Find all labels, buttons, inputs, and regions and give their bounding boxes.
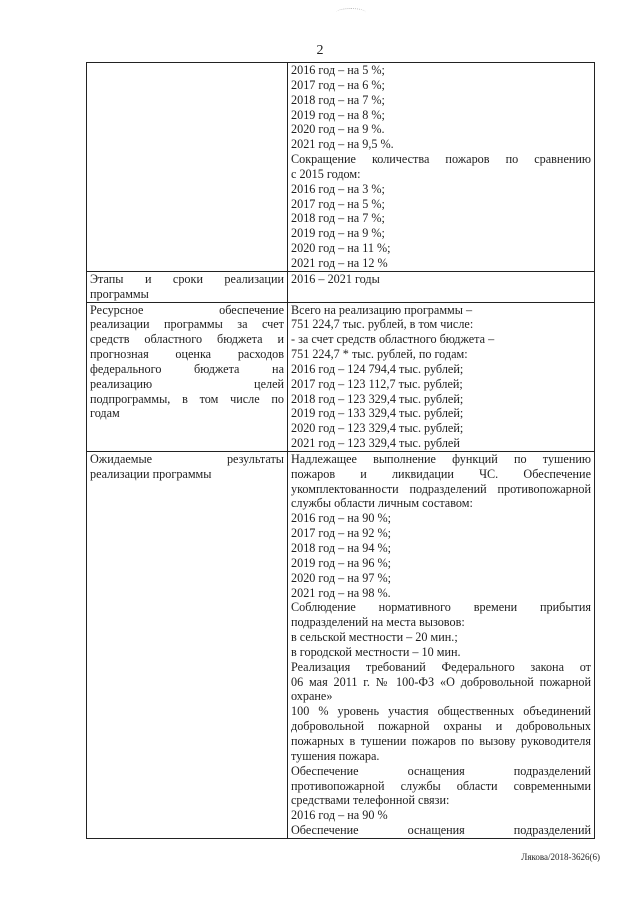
text-line: Ожидаемые результаты [90,451,284,466]
text-line: 2019 год – на 8 %; [291,107,385,122]
table-body [87,63,595,839]
table-row [87,271,595,302]
text-line: реализации программы за счет [90,317,284,332]
text-line: в городской местности – 10 мин. [291,644,461,659]
text-line: 2017 год – 123 112,7 тыс. рублей; [291,376,463,391]
text-line: тушения пожара. [291,748,380,763]
table-row [87,302,595,451]
text-line: Соблюдение нормативного времени прибытия [291,600,591,615]
page-number: 2 [316,43,324,58]
text-line: 2016 год – на 90 % [291,808,388,823]
text-line: 2021 год – на 9,5 %. [291,137,394,152]
text-line: Этапы и сроки реализации [90,271,284,286]
text-line: в сельской местности – 20 мин.; [291,630,458,645]
row-value-cell [288,271,595,302]
program-passport-table [86,62,595,839]
text-line: средств областного бюджета и [90,332,284,347]
text-line: подпрограммы, в том числе по [90,391,284,406]
text-line: 2016 год – на 5 %; [291,63,385,77]
text-line: противопожарной службы области современными [291,778,591,793]
text-line: годам [90,406,120,421]
text-line: охране» [291,689,333,704]
text-line: с 2015 годом: [291,166,361,181]
text-line: укомплектованности подразделений противопожарной [291,481,591,496]
text-line: 2019 год – 133 329,4 тыс. рублей; [291,406,464,421]
text-line: 2020 год – на 11 %; [291,241,391,256]
text-line: федерального бюджета на [90,361,284,376]
row-value-cell [288,63,595,272]
scan-mark [336,8,366,17]
text-line: реализации программы [90,466,212,481]
text-line: 2018 год – на 7 %; [291,92,385,107]
text-line: 2021 год – 123 329,4 тыс. рублей [291,436,460,451]
text-line: 2020 год – 123 329,4 тыс. рублей; [291,421,464,436]
text-line: 2016 год – 124 794,4 тыс. рублей; [291,361,464,376]
text-line: 2018 год – на 94 %; [291,541,391,555]
text-line: 2016 год – на 3 %; [291,181,385,196]
row-label-cell [87,271,288,302]
text-line: 2021 год – на 12 % [291,255,388,270]
text-line: 2017 год – на 92 %; [291,526,391,541]
text-line: 100 % уровень участия общественных объединений [291,704,591,719]
table-row [87,63,595,272]
text-line: 06 мая 2011 г. № 100-ФЗ «О добровольной пожарной [291,674,591,689]
text-line: 2016 год – на 90 %; [291,511,391,526]
text-line: Реализация требований Федерального закона от [291,659,591,674]
text-line: 2018 год – 123 329,4 тыс. рублей; [291,391,464,406]
text-line: службы области личным составом: [291,496,473,511]
text-line: 2018 год – на 7 %; [291,211,385,226]
text-line: прогнозная оценка расходов [90,347,284,362]
row-value-cell [288,451,595,838]
text-line: 2017 год – на 6 %; [291,77,385,92]
text-line: 2020 год – на 97 %; [291,570,391,585]
text-line: Обеспечение оснащения подразделений [291,763,591,778]
text-line: Обеспечение оснащения подразделений [291,823,591,838]
text-line: добровольной пожарной охраны и добровольных [291,719,591,734]
text-line: 2016 – 2021 годы [291,271,380,286]
text-line: 2020 год – на 9 %. [291,122,385,137]
row-label-cell [87,302,288,451]
text-line: 2019 год – на 9 %; [291,226,385,241]
table-row [87,451,595,838]
text-line: пожарных в тушении пожаров по вызову руководителя [291,733,591,748]
text-line: подразделений на места вызовов: [291,615,465,630]
text-line: - за счет средств областного бюджета – [291,332,495,347]
text-line: Ресурсное обеспечение [90,302,284,317]
text-line: 2017 год – на 5 %; [291,196,385,211]
row-value-cell [288,302,595,451]
text-line: 751 224,7 тыс. рублей, в том числе: [291,317,474,332]
text-line: Надлежащее выполнение функций по тушению [291,451,591,466]
text-line: 751 224,7 * тыс. рублей, по годам: [291,347,468,362]
text-line: пожаров и ликвидации ЧС. Обеспечение [291,466,591,481]
row-label-cell [87,63,288,272]
document-code: Лякова/2018-3626(6) [521,852,600,862]
text-line: 2019 год – на 96 %; [291,555,391,570]
text-line: Сокращение количества пожаров по сравнению [291,152,591,167]
text-line: Всего на реализацию программы – [291,302,473,317]
row-label-cell [87,451,288,838]
text-line: средствами телефонной связи: [291,793,450,808]
text-line: программы [90,286,149,301]
text-line: 2021 год – на 98 %. [291,585,391,600]
text-line: реализацию целей [90,376,284,391]
